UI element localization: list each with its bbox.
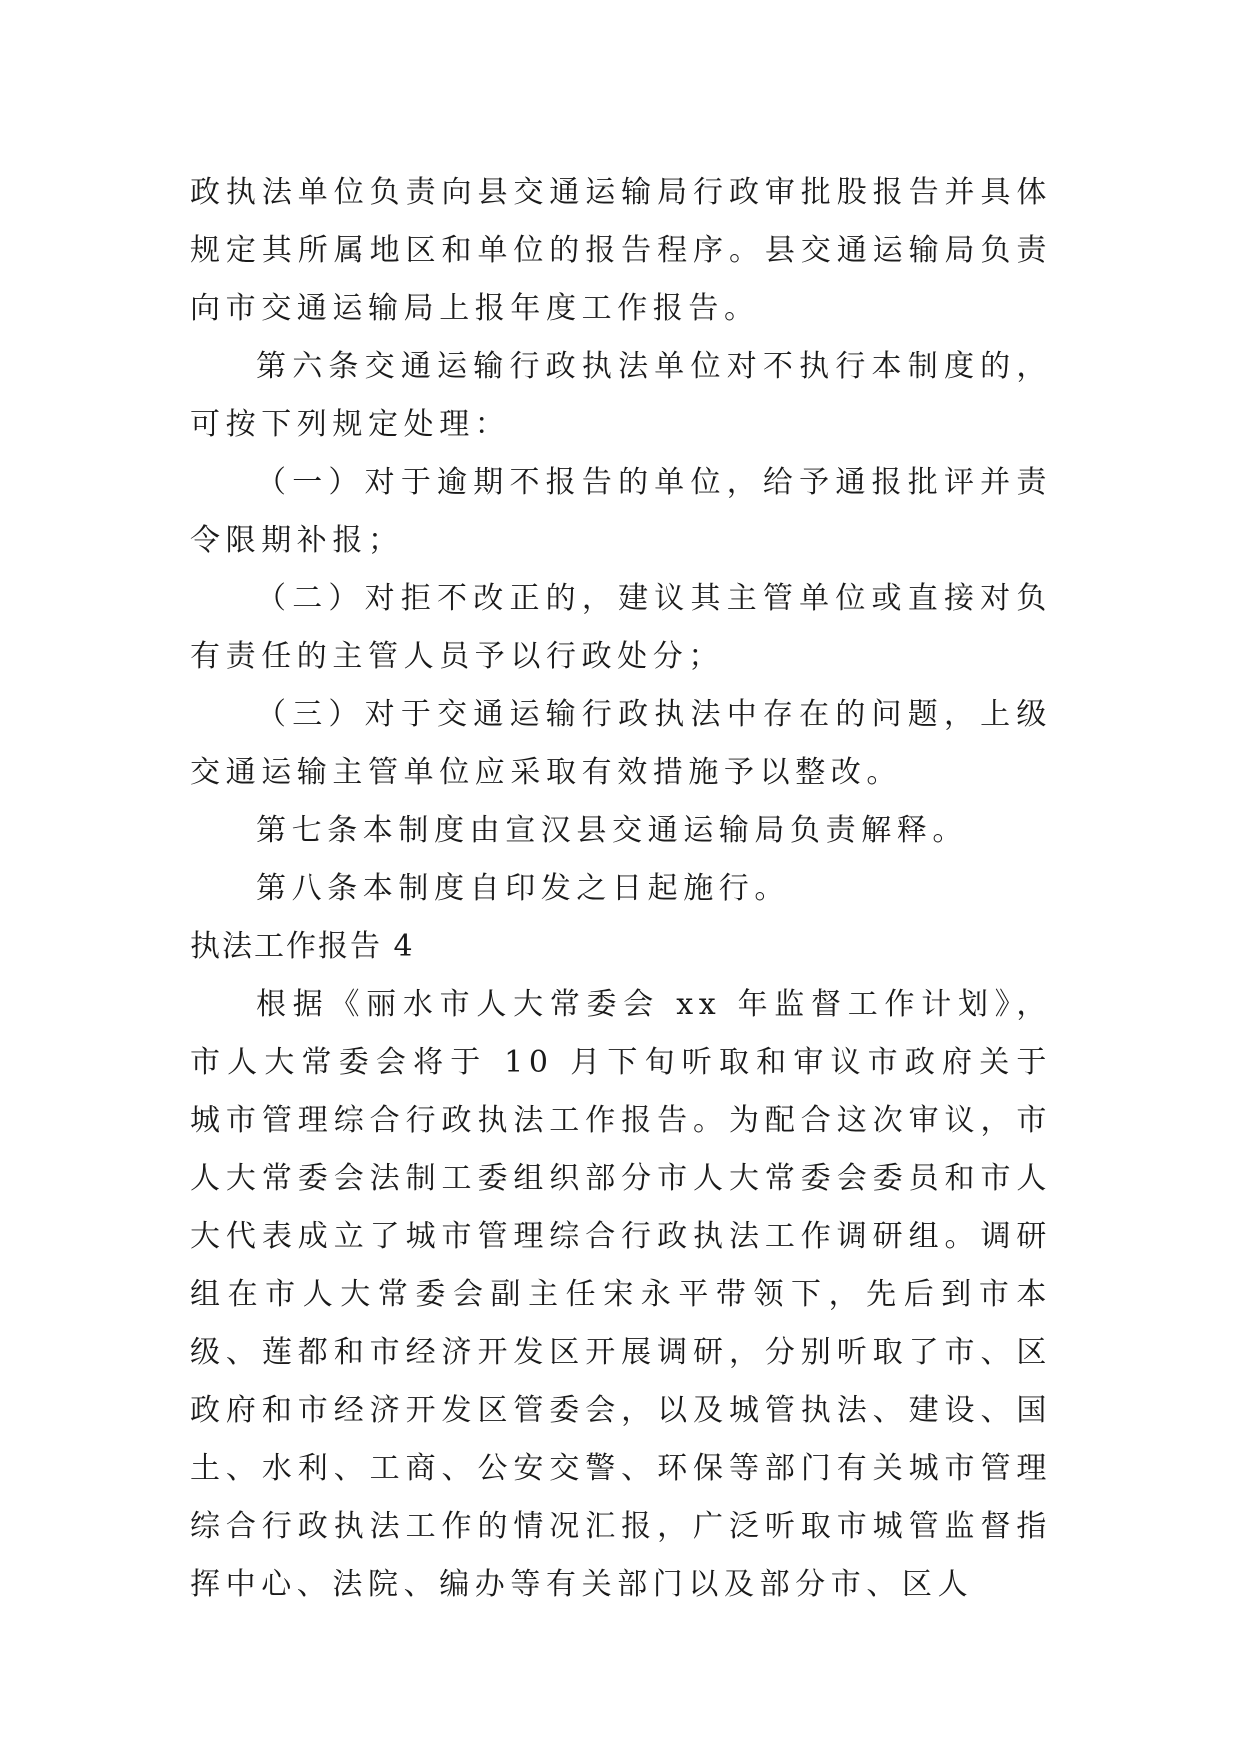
paragraph-report-body: 根据《丽水市人大常委会 xx 年监督工作计划》，市人大常委会将于 10 月下旬听取和审议市政府关于城市管理综合行政执法工作报告。为配合这次审议，市人大常委会法制工委组织部分市人大常委会委员和市人大代表成立了城市管理综合行政执法工作调研组。调研组在市人大常委会副主任宋永平带领下，先后到市本级、莲都和市经济开发区开展调研，分别听取了市、区政府和市经济开发区管委会，以及城管执法、建设、国土、水利、工商、公安交警、环保等部门有关城市管理综合行政执法工作的情况汇报，广泛听取市城管监督指挥中心、法院、编办等有关部门以及部分市、区人 [190, 987, 1052, 1602]
section-heading: 执法工作报告 4 [190, 929, 415, 964]
paragraph-item-three: （三）对于交通运输行政执法中存在的问题，上级交通运输主管单位应采取有效措施予以整改。 [190, 697, 1052, 790]
paragraph-article-six: 第六条交通运输行政执法单位对不执行本制度的，可按下列规定处理： [190, 349, 1052, 442]
paragraph-article-eight: 第八条本制度自印发之日起施行。 [256, 871, 790, 906]
paragraph-article-seven: 第七条本制度由宣汉县交通运输局负责解释。 [256, 813, 968, 848]
paragraph-item-one: （一）对于逾期不报告的单位，给予通报批评并责令限期补报； [190, 465, 1052, 558]
paragraph-reporting-procedure: 政执法单位负责向县交通运输局行政审批股报告并具体规定其所属地区和单位的报告程序。县交通运输局负责向市交通运输局上报年度工作报告。 [190, 175, 1052, 326]
paragraph-item-two: （二）对拒不改正的，建议其主管单位或直接对负有责任的主管人员予以行政处分； [190, 581, 1052, 674]
document-page [190, 0, 1052, 1754]
